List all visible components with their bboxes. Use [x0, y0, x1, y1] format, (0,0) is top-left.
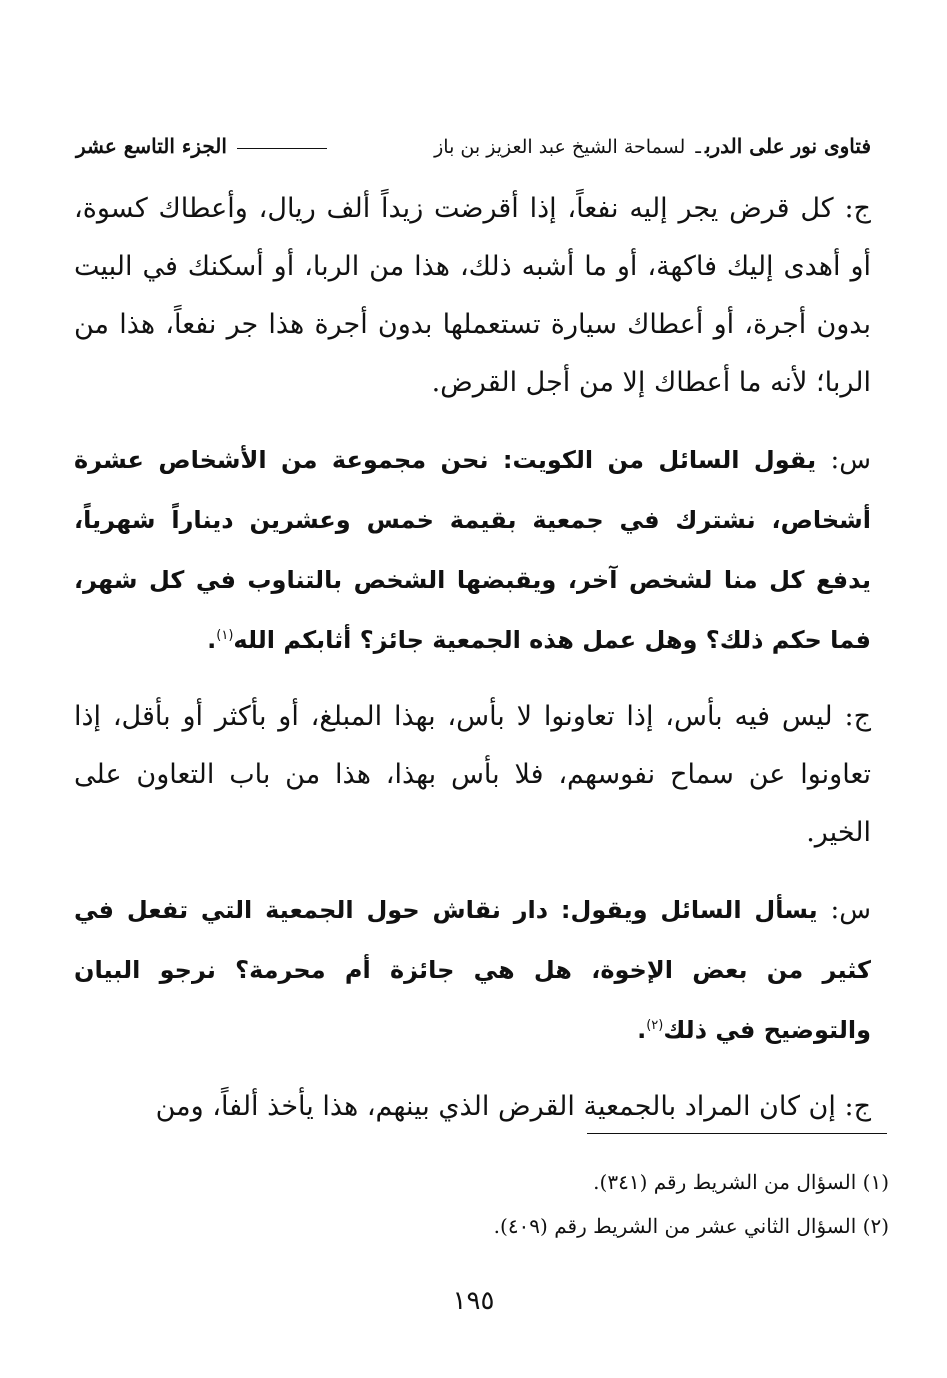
question-end: . [207, 626, 217, 654]
header-volume-group [76, 134, 337, 158]
question-prefix: س: [830, 445, 871, 475]
answer-prefix: ج: [844, 701, 871, 732]
book-title: فتاوى نور على الدرب [704, 134, 871, 158]
answer-paragraph [74, 688, 871, 862]
footnote-ref: (٢) [646, 1018, 664, 1033]
answer-text: ليس فيه بأس، إذا تعاونوا لا بأس، بهذا المبلغ، أو بأكثر أو بأقل، إذا تعاونوا عن سماح نفوسهم، فلا بأس بهذا، هذا من باب التعاون على الخير. [74, 701, 871, 848]
question-text: يقول السائل من الكويت: نحن مجموعة من الأشخاص عشرة أشخاص، نشترك في جمعية بقيمة خمس وعشرين ديناراً شهرياً، يدفع كل منا لشخص آخر، ويقبضها الشخص بالتناوب في كل شهر، فما حكم ذلك؟ وهل عمل هذه الجمعية جائز؟ أثابكم الله [74, 446, 871, 654]
answer-paragraph [74, 1078, 871, 1136]
answer-paragraph [74, 180, 871, 412]
header-separator: ـ [695, 136, 701, 158]
answer-prefix: ج: [844, 193, 871, 224]
header-rule [237, 148, 327, 149]
answer-text: إن كان المراد بالجمعية القرض الذي بينهم، هذا يأخذ ألفاً، ومن [155, 1091, 836, 1122]
page-number: ١٩٥ [452, 1286, 495, 1316]
question-text: يسأل السائل ويقول: دار نقاش حول الجمعية التي تفعل في كثير من بعض الإخوة، هل هي جائزة أم محرمة؟ نرجو البيان والتوضيح في ذلك [74, 896, 871, 1044]
author-name: لسماحة الشيخ عبد العزيز بن باز [434, 136, 686, 158]
footnote-ref: (١) [216, 628, 234, 643]
answer-prefix: ج: [844, 1091, 871, 1122]
question-paragraph [74, 430, 871, 670]
question-prefix: س: [830, 895, 871, 925]
footnote-item: (١) السؤال من الشريط رقم (٣٤١). [593, 1170, 889, 1194]
question-end: . [637, 1016, 647, 1044]
page-body [74, 180, 871, 1154]
answer-text: كل قرض يجر إليه نفعاً، إذا أقرضت زيداً ألف ريال، وأعطاك كسوة، أو أهدى إليك فاكهة، أو ما أشبه ذلك، هذا من الربا، أو أسكنك في البيت بدون أجرة، أو أعطاك سيارة تستعملها بدون أجرة هذا جر نفعاً، هذا من الربا؛ لأنه ما أعطاك إلا من أجل القرض. [74, 193, 871, 398]
running-header [76, 128, 871, 164]
footnotes [89, 1160, 889, 1248]
volume-label: الجزء التاسع عشر [76, 134, 227, 158]
footnote-divider [587, 1133, 887, 1134]
header-title-group [434, 134, 871, 158]
question-paragraph [74, 880, 871, 1060]
footnote-item: (٢) السؤال الثاني عشر من الشريط رقم (٤٠٩). [493, 1214, 889, 1238]
